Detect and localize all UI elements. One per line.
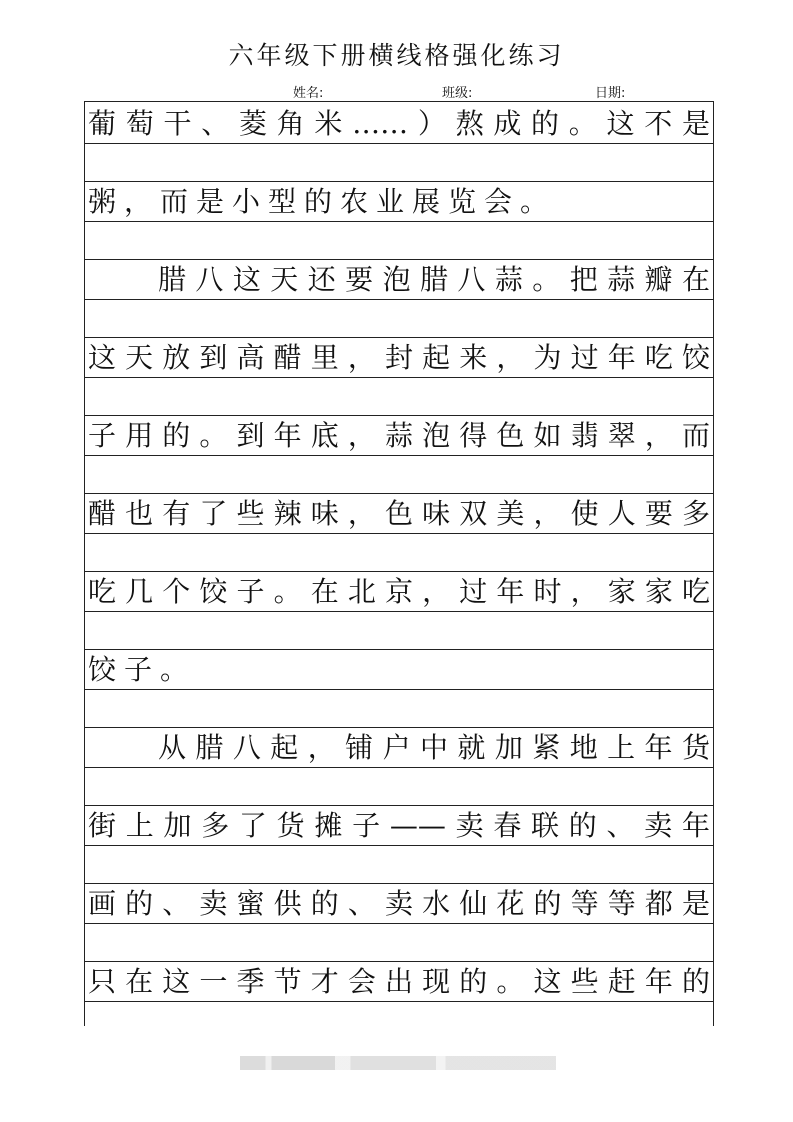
text-line: 饺子。 bbox=[88, 653, 197, 686]
rule-line bbox=[84, 143, 714, 144]
rule-line bbox=[84, 337, 714, 338]
rule-line bbox=[84, 571, 714, 572]
rule-line bbox=[84, 649, 714, 650]
rule-line bbox=[84, 299, 714, 300]
rule-line bbox=[84, 377, 714, 378]
text-line: 吃几个饺子。在北京，过年时，家家吃 bbox=[88, 575, 710, 608]
text-line: 粥，而是小型的农业展览会。 bbox=[88, 185, 557, 218]
text-line: 只在这一季节才会出现的。这些赶年的 bbox=[88, 965, 710, 998]
text-line: 腊八这天还要泡腊八蒜。把蒜瓣在 bbox=[158, 263, 710, 296]
text-line: 子用的。到年底，蒜泡得色如翡翠，而 bbox=[88, 419, 710, 452]
rule-line bbox=[84, 533, 714, 534]
blurred-footer-watermark bbox=[240, 1056, 556, 1070]
rule-line bbox=[84, 181, 714, 182]
left-margin-line bbox=[84, 101, 85, 1026]
text-line: 葡萄干、菱角米……）熬成的。这不是 bbox=[88, 107, 710, 140]
rule-line bbox=[84, 1001, 714, 1002]
right-margin-line bbox=[713, 101, 714, 1026]
name-label: 姓名: bbox=[293, 86, 324, 101]
rule-line bbox=[84, 961, 714, 962]
date-label: 日期: bbox=[595, 86, 626, 101]
rule-line bbox=[84, 883, 714, 884]
rule-line bbox=[84, 221, 714, 222]
writing-sheet bbox=[84, 101, 714, 1026]
rule-line bbox=[84, 727, 714, 728]
page-title: 六年级下册横线格强化练习 bbox=[228, 41, 565, 70]
rule-line bbox=[84, 805, 714, 806]
rule-line bbox=[84, 767, 714, 768]
text-line: 街上加多了货摊子——卖春联的、卖年 bbox=[88, 809, 710, 842]
rule-line bbox=[84, 493, 714, 494]
text-line: 这天放到高醋里，封起来，为过年吃饺 bbox=[88, 341, 710, 374]
rule-line bbox=[84, 259, 714, 260]
rule-line bbox=[84, 689, 714, 690]
rule-line bbox=[84, 455, 714, 456]
rule-line bbox=[84, 611, 714, 612]
text-line: 醋也有了些辣味，色味双美，使人要多 bbox=[88, 497, 710, 530]
rule-line bbox=[84, 923, 714, 924]
rule-line bbox=[84, 415, 714, 416]
text-line: 从腊八起，铺户中就加紧地上年货 bbox=[158, 731, 710, 764]
rule-line bbox=[84, 101, 714, 102]
rule-line bbox=[84, 845, 714, 846]
text-line: 画的、卖蜜供的、卖水仙花的等等都是 bbox=[88, 887, 710, 920]
class-label: 班级: bbox=[442, 86, 473, 101]
